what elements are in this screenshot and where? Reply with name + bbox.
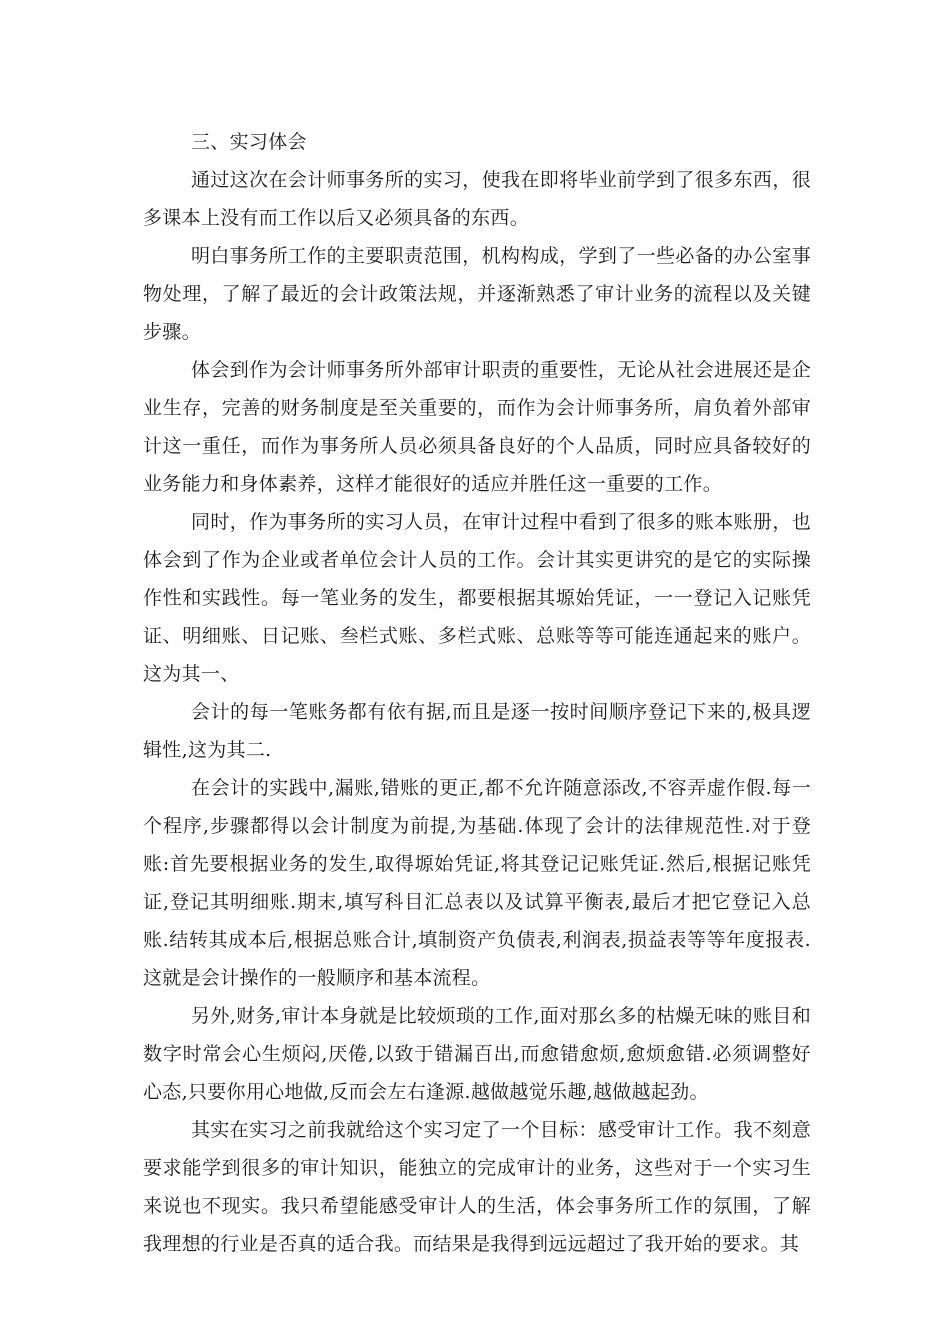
paragraph-8: 其实在实习之前我就给这个实习定了一个目标：感受审计工作。我不刻意要求能学到很多的审计知识，能独立的完成审计的业务，这些对于一个实习生来说也不现实。我只希望能感受审计人的生活，体会事务所工作的氛围，了解我理想的行业是否真的适合我。而结果是我得到远远超过了我开始的要求。其	[143, 1119, 811, 1255]
paragraph-6: 在会计的实践中,漏账,错账的更正,都不允许随意添改,不容弄虚作假.每一个程序,步骤都得以会计制度为前提,为基础.体现了会计的法律规范性.对于登账:首先要根据业务的发生,取得塬始凭证,将其登记记账凭证.然后,根据记账凭证,登记其明细账.期末,填写科目汇总表以及试算平衡表,最后才把它登记入总账.结转其成本后,根据总账合计,填制资产负债表,利润表,损益表等等年度报表.这就是会计操作的一般顺序和基本流程。	[143, 777, 811, 989]
paragraph-3: 体会到作为会计师事务所外部审计职责的重要性，无论从社会进展还是企业生存，完善的财务制度是至关重要的，而作为会计师事务所，肩负着外部审计这一重任，而作为事务所人员必须具备良好的个人品质，同时应具备较好的业务能力和身体素养，这样才能很好的适应并胜任这一重要的工作。	[143, 359, 811, 495]
paragraph-1: 通过这次在会计师事务所的实习，使我在即将毕业前学到了很多东西，很多课本上没有而工作以后又必须具备的东西。	[143, 169, 811, 229]
paragraph-7: 另外,财务,审计本身就是比较烦琐的工作,面对那幺多的枯燥无味的账目和数字时常会心生烦闷,厌倦,以致于错漏百出,而愈错愈烦,愈烦愈错.必须调整好心态,只要你用心地做,反而会左右逢源.越做越觉乐趣,越做越起劲。	[143, 1005, 811, 1103]
paragraph-5: 会计的每一笔账务都有依有据,而且是逐一按时间顺序登记下来的,极具逻辑性,这为其二.	[143, 701, 811, 761]
section-heading: 三、实习体会	[191, 131, 307, 153]
paragraph-4: 同时，作为事务所的实习人员，在审计过程中看到了很多的账本账册，也体会到了作为企业或者单位会计人员的工作。会计其实更讲究的是它的实际操作性和实践性。每一笔业务的发生，都要根据其塬始凭证，一一登记入记账凭证、明细账、日记账、叁栏式账、多栏式账、总账等等可能连通起来的账户。这为其一、	[143, 511, 811, 685]
paragraph-2: 明白事务所工作的主要职责范围，机构构成，学到了一些必备的办公室事物处理，了解了最近的会计政策法规，并逐渐熟悉了审计业务的流程以及关键步骤。	[143, 245, 811, 343]
document-body	[143, 123, 811, 1263]
